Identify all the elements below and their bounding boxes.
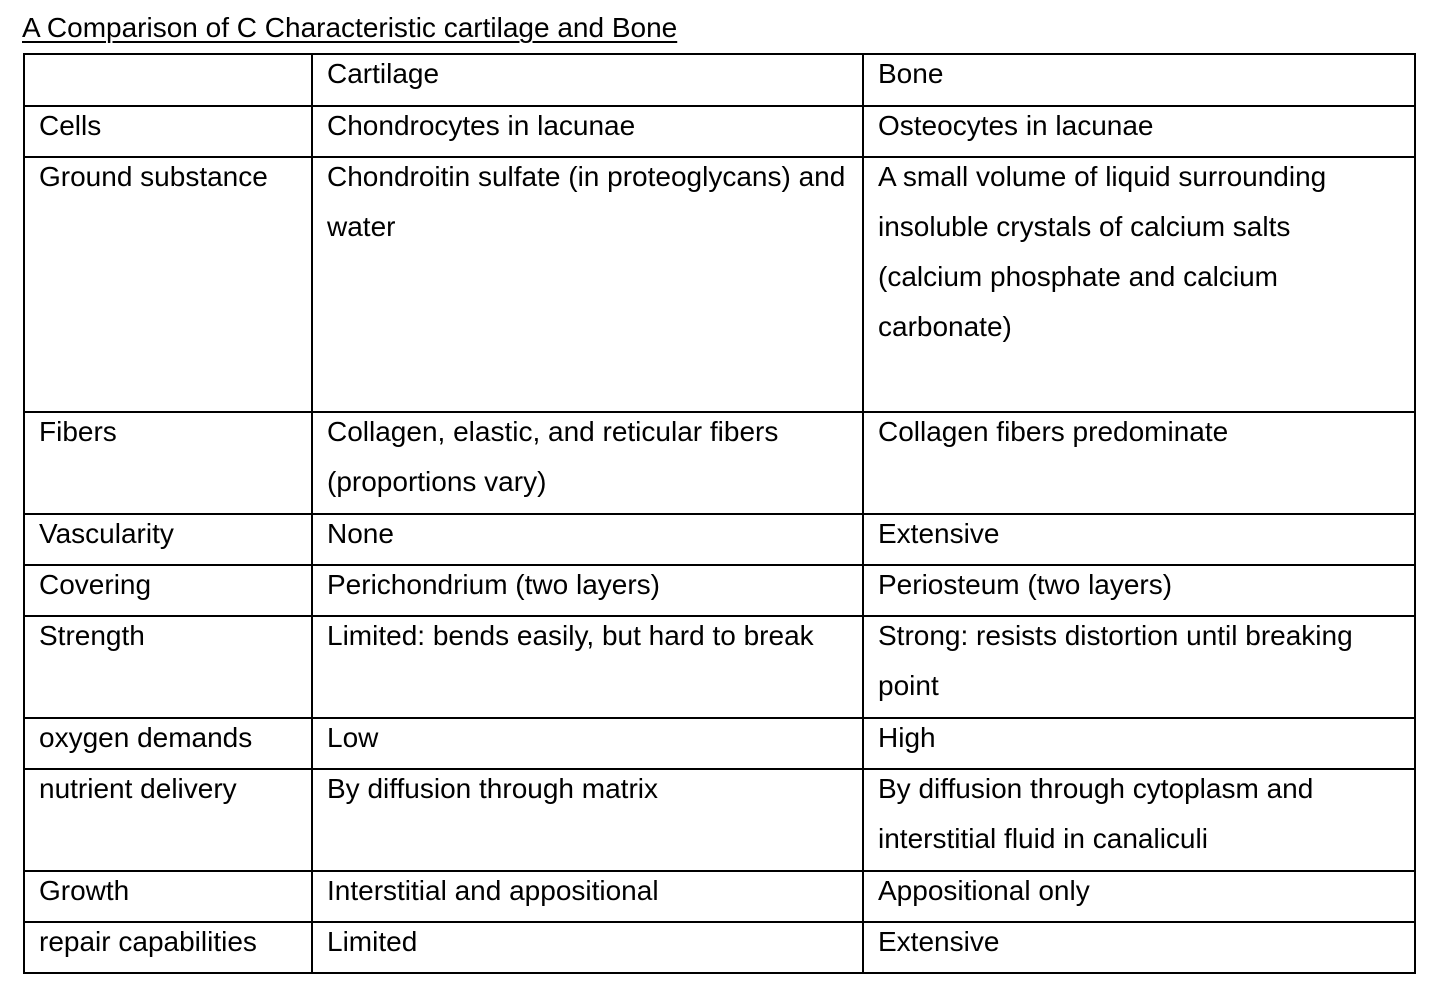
cartilage-cell: Chondroitin sulfate (in proteoglycans) and water (312, 157, 863, 412)
table-row (24, 616, 1415, 718)
row-label: Vascularity (24, 514, 312, 565)
row-label: Ground substance (24, 157, 312, 412)
cartilage-cell: Low (312, 718, 863, 769)
bone-cell: Strong: resists distortion until breaking point (863, 616, 1415, 718)
comparison-table (23, 53, 1416, 974)
cartilage-cell: Limited: bends easily, but hard to break (312, 616, 863, 718)
bone-cell: Extensive (863, 514, 1415, 565)
table-header-row (24, 54, 1415, 106)
cartilage-cell: Limited (312, 922, 863, 973)
cartilage-cell: Chondrocytes in lacunae (312, 106, 863, 157)
row-label: repair capabilities (24, 922, 312, 973)
cartilage-cell: By diffusion through matrix (312, 769, 863, 871)
row-label: nutrient delivery (24, 769, 312, 871)
cartilage-cell: None (312, 514, 863, 565)
bone-cell: A small volume of liquid surrounding insoluble crystals of calcium salts (calcium phosphate and calcium carbonate) (863, 157, 1415, 412)
row-label: Strength (24, 616, 312, 718)
bone-cell: Appositional only (863, 871, 1415, 922)
table-row (24, 106, 1415, 157)
bone-cell: Extensive (863, 922, 1415, 973)
cartilage-cell: Interstitial and appositional (312, 871, 863, 922)
bone-cell: By diffusion through cytoplasm and interstitial fluid in canaliculi (863, 769, 1415, 871)
table-row (24, 565, 1415, 616)
cartilage-cell: Collagen, elastic, and reticular fibers (proportions vary) (312, 412, 863, 514)
bone-cell: Collagen fibers predominate (863, 412, 1415, 514)
table-row (24, 412, 1415, 514)
cartilage-cell: Perichondrium (two layers) (312, 565, 863, 616)
table-row (24, 718, 1415, 769)
row-label: Growth (24, 871, 312, 922)
table-row (24, 157, 1415, 412)
header-cartilage: Cartilage (312, 54, 863, 106)
row-label: oxygen demands (24, 718, 312, 769)
header-corner-cell (24, 54, 312, 106)
table-row (24, 922, 1415, 973)
table-row (24, 871, 1415, 922)
table-row (24, 769, 1415, 871)
row-label: Cells (24, 106, 312, 157)
row-label: Fibers (24, 412, 312, 514)
header-bone: Bone (863, 54, 1415, 106)
row-label: Covering (24, 565, 312, 616)
table-row (24, 514, 1415, 565)
bone-cell: Osteocytes in lacunae (863, 106, 1415, 157)
document-title: A Comparison of C Characteristic cartilage and Bone (22, 12, 678, 43)
bone-cell: Periosteum (two layers) (863, 565, 1415, 616)
bone-cell: High (863, 718, 1415, 769)
